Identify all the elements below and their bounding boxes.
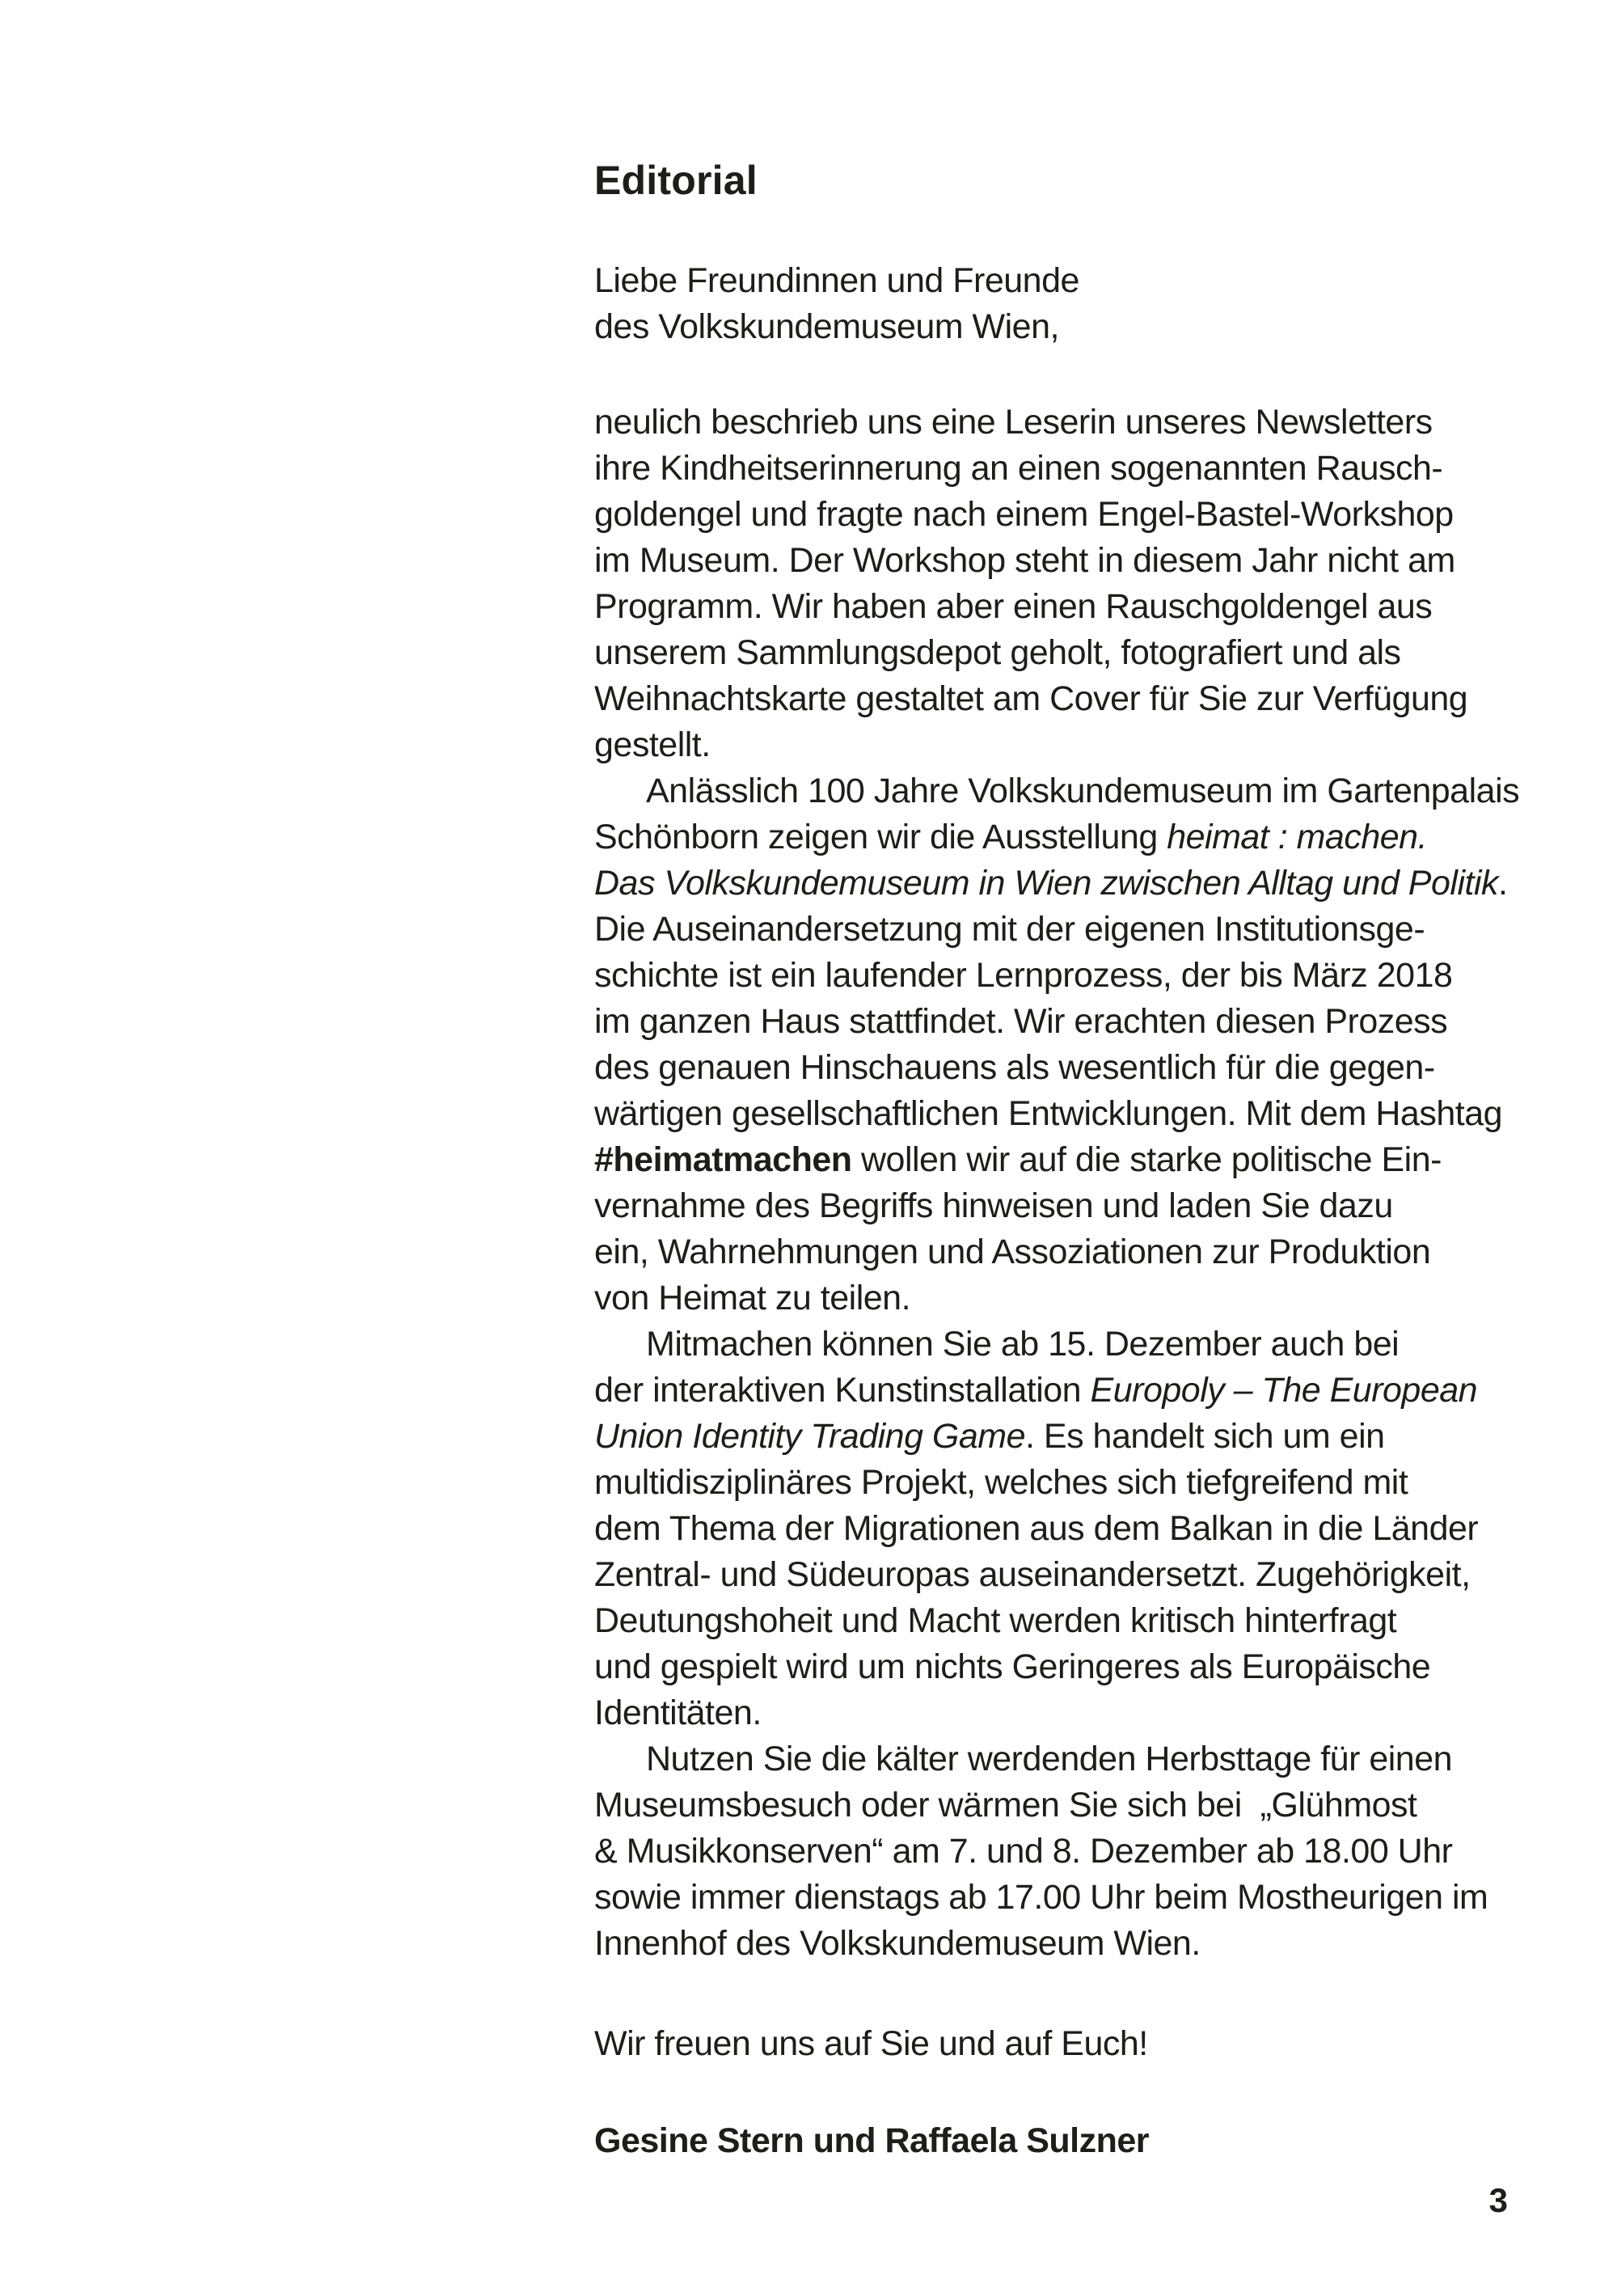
text-line [594,999,1508,1045]
signature-block [594,2118,1508,2164]
text-segment: Wir freuen uns auf Sie und auf Euch! [594,2024,1148,2063]
text-segment: Weihnachtskarte gestaltet am Cover für Sie zur Verfügung [594,679,1468,718]
text-segment: vernahme des Begriffs hinweisen und laden Sie dazu [594,1186,1393,1225]
text-segment: Identitäten. [594,1693,762,1732]
text-segment: gestellt. [594,725,711,764]
text-segment: ihre Kindheitserinnerung an einen sogenannten Rausch- [594,449,1443,488]
text-segment: schichte ist ein laufender Lernprozess, der bis März 2018 [594,956,1453,995]
text-line [594,1921,1508,1967]
text-segment: und gespielt wird um nichts Geringeres als Europäische [594,1647,1431,1686]
text-segment: im ganzen Haus stattfindet. Wir erachten diesen Prozess [594,1002,1448,1041]
text-line [594,630,1508,676]
text-segment: Zentral- und Südeuropas auseinandersetzt. Zugehörigkeit, [594,1555,1471,1594]
text-line [594,446,1508,492]
text-segment: Museumsbesuch oder wärmen Sie sich bei „Glühmost [594,1786,1417,1825]
text-segment: & Musikkonserven“ am 7. und 8. Dezember ab 18.00 Uhr [594,1832,1453,1871]
text-line [594,1229,1508,1275]
text-segment: Gesine Stern und Raffaela Sulzner [594,2121,1150,2160]
text-segment: Europoly – The European [1090,1371,1478,1410]
text-line [594,1829,1508,1875]
text-line [594,1552,1508,1598]
text-segment: Anlässlich 100 Jahre Volkskundemuseum im Gartenpalais [646,772,1520,810]
text-line [594,1460,1508,1506]
text-column [594,158,1520,2164]
text-segment: Deutungshoheit und Macht werden kritisch hinterfragt [594,1601,1397,1640]
text-line [594,1045,1508,1091]
text-segment: des genauen Hinschauens als wesentlich für die gegen- [594,1048,1435,1087]
text-segment: neulich beschrieb uns eine Leserin unseres Newsletters [594,403,1433,442]
text-segment: Union Identity Trading Game [594,1417,1026,1456]
text-line [594,1137,1508,1183]
closing-block [594,2021,1508,2067]
text-segment: Schönborn zeigen wir die Ausstellung [594,818,1167,856]
text-line [594,860,1508,907]
page-number: 3 [1488,2181,1508,2219]
text-segment: . [1498,864,1508,903]
text-segment: unserem Sammlungsdepot geholt, fotografiert und als [594,633,1401,672]
text-line [594,492,1508,538]
text-line [594,1321,1508,1368]
text-line [594,304,1508,350]
text-line [594,1598,1508,1644]
text-line [594,2118,1508,2164]
text-line [594,722,1508,768]
text-line [594,1368,1508,1414]
text-segment: Liebe Freundinnen und Freunde [594,261,1079,300]
text-segment: Nutzen Sie die kälter werdenden Herbsttage für einen [646,1740,1453,1778]
text-line [594,1183,1508,1229]
text-line [594,1690,1508,1736]
text-line [594,1875,1508,1921]
text-segment: von Heimat zu teilen. [594,1279,911,1317]
text-segment: Programm. Wir haben aber einen Rauschgoldengel aus [594,587,1433,626]
text-segment: wärtigen gesellschaftlichen Entwicklungen. Mit dem Hashtag [594,1094,1503,1133]
text-segment: dem Thema der Migrationen aus dem Balkan in die Länder [594,1509,1479,1548]
text-segment: Die Auseinandersetzung mit der eigenen Institutionsge- [594,910,1425,949]
text-segment: Mitmachen können Sie ab 15. Dezember auch bei [646,1325,1400,1364]
text-line [594,1091,1508,1137]
text-segment: ein, Wahrnehmungen und Assoziationen zur Produktion [594,1233,1431,1271]
text-line [594,1414,1508,1460]
text-segment: goldengel und fragte nach einem Engel-Bastel-Workshop [594,495,1454,534]
text-segment: heimat : machen. [1167,818,1428,856]
salutation-block [594,258,1508,350]
text-segment: der interaktiven Kunstinstallation [594,1371,1091,1410]
text-segment: sowie immer dienstags ab 17.00 Uhr beim Mostheurigen im [594,1878,1488,1917]
text-line [594,584,1508,630]
text-segment: #heimatmachen [594,1140,852,1179]
text-line [594,1275,1508,1321]
text-line [594,538,1508,584]
text-line [594,1506,1508,1552]
text-line [594,814,1508,860]
text-line [594,953,1508,999]
text-line [594,907,1508,953]
page-title: Editorial [594,158,758,203]
text-line [594,1736,1508,1782]
text-segment: des Volkskundemuseum Wien, [594,307,1059,346]
text-segment: . Es handelt sich um ein [1025,1417,1385,1456]
text-line [594,400,1508,446]
text-segment: wollen wir auf die starke politische Ein- [851,1140,1442,1179]
body-text-block [594,400,1520,1967]
text-segment: Das Volkskundemuseum in Wien zwischen Alltag und Politik [594,864,1499,903]
text-line [594,258,1508,304]
text-segment: im Museum. Der Workshop steht in diesem Jahr nicht am [594,541,1455,580]
text-line [594,768,1520,814]
text-line [594,2021,1508,2067]
text-segment: Innenhof des Volkskundemuseum Wien. [594,1924,1201,1963]
text-line [594,676,1508,722]
text-line [594,1782,1508,1829]
text-segment: multidisziplinäres Projekt, welches sich tiefgreifend mit [594,1463,1408,1502]
text-line [594,1644,1508,1690]
